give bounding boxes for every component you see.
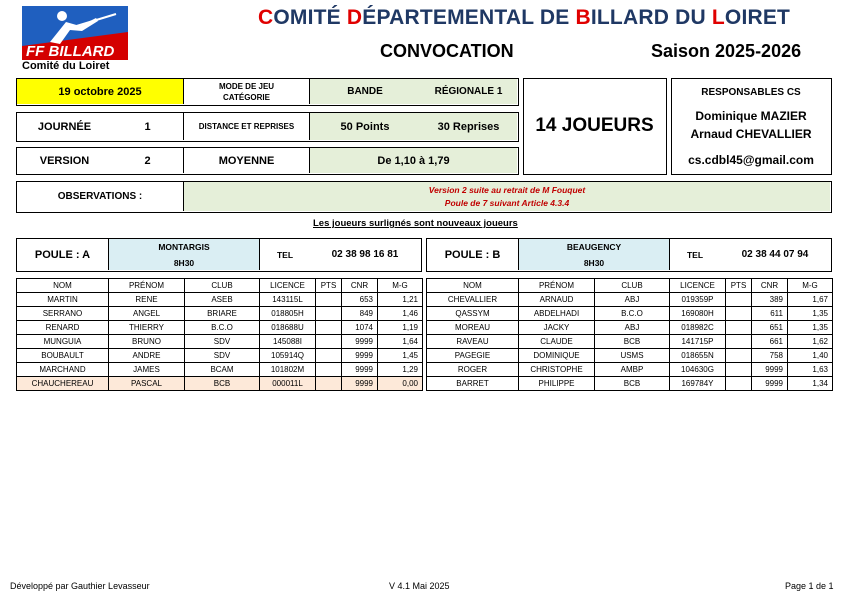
cell-cnr: 849 [342,307,378,321]
table-header-row [427,279,833,293]
distance-label: DISTANCE ET REPRISES [184,113,310,140]
moyenne-value: De 1,10 à 1,79 [310,148,517,173]
cell-prenom: PASCAL [109,377,185,391]
cell-cnr: 9999 [342,363,378,377]
cell-cnr: 661 [752,335,788,349]
cell-club: SDV [185,335,260,349]
cell-licence: 018655N [670,349,726,363]
date-value: 19 octobre 2025 [17,79,184,104]
cell-nom: MUNGUIA [17,335,109,349]
title-segment: D [346,6,363,29]
cell-mg: 1,62 [788,335,833,349]
title-segment: C [258,6,274,29]
poule-b-tel: 02 38 44 07 94 [741,249,809,260]
responsables-box [671,78,832,175]
cell-cnr: 9999 [342,377,378,391]
cell-prenom: THIERRY [109,321,185,335]
table-row [427,349,833,363]
players-count: 14 JOUEURS [535,115,654,136]
observations-content [184,182,830,211]
cell-prenom: ARNAUD [519,293,595,307]
cell-pts [316,321,342,335]
poule-b-location-cell [519,239,670,270]
poule-b-time: 8H30 [583,257,605,268]
cell-nom: BOUBAULT [17,349,109,363]
cell-nom: MARTIN [17,293,109,307]
cell-nom: BARRET [427,377,519,391]
cell-club: USMS [595,349,670,363]
table-row [17,321,423,335]
cell-licence: 169080H [670,307,726,321]
title-segment: B [575,6,591,29]
table-row [427,307,833,321]
column-header: LICENCE [670,279,726,293]
cell-nom: QASSYM [427,307,519,321]
cell-pts [726,293,752,307]
observation-line-1: Version 2 suite au retrait de M Fouquet [428,185,586,195]
cell-licence: 104630G [670,363,726,377]
cell-mg: 1,35 [788,321,833,335]
cell-cnr: 9999 [752,363,788,377]
cell-nom: MOREAU [427,321,519,335]
cell-mg: 0,00 [378,377,423,391]
column-header: CLUB [185,279,260,293]
cell-cnr: 9999 [752,377,788,391]
column-header: CNR [342,279,378,293]
journee-label: JOURNÉE [37,120,92,133]
table-row [427,363,833,377]
season-label: Saison 2025-2026 [651,41,802,61]
cell-nom: CHAUCHEREAU [17,377,109,391]
cell-licence: 018982C [670,321,726,335]
cell-mg: 1,35 [788,307,833,321]
column-header: LICENCE [260,279,316,293]
cell-club: BCB [185,377,260,391]
cell-nom: SERRANO [17,307,109,321]
cell-cnr: 1074 [342,321,378,335]
table-row [17,363,423,377]
cell-prenom: JAMES [109,363,185,377]
cell-licence: 145088I [260,335,316,349]
table-row [427,377,833,391]
cell-mg: 1,21 [378,293,423,307]
cell-nom: CHEVALLIER [427,293,519,307]
table-row [427,321,833,335]
cell-prenom: RENE [109,293,185,307]
cell-cnr: 611 [752,307,788,321]
column-header: PTS [316,279,342,293]
column-header: NOM [17,279,109,293]
cell-prenom: ANDRE [109,349,185,363]
cell-pts [726,363,752,377]
cell-cnr: 9999 [342,349,378,363]
cell-mg: 1,63 [788,363,833,377]
cell-club: AMBP [595,363,670,377]
poule-a-tel: 02 38 98 16 81 [331,249,399,260]
cell-mg: 1,19 [378,321,423,335]
cell-licence: 018805H [260,307,316,321]
cell-cnr: 758 [752,349,788,363]
cell-pts [726,377,752,391]
cell-club: ABJ [595,293,670,307]
table-row [427,335,833,349]
poule-a-location-cell [109,239,260,270]
poule-b-tel-label: TEL [686,249,704,260]
cell-pts [726,335,752,349]
cell-prenom: ABDELHADI [519,307,595,321]
table-row [17,335,423,349]
poule-b-label: POULE : B [427,239,519,270]
cell-prenom: JACKY [519,321,595,335]
cell-cnr: 389 [752,293,788,307]
cell-nom: RENARD [17,321,109,335]
new-players-note: Les joueurs surlignés sont nouveaux joueurs [313,218,518,229]
poule-a-time: 8H30 [173,257,195,268]
category-value: RÉGIONALE 1 [420,79,517,104]
poule-a-location: MONTARGIS [158,241,210,252]
cell-cnr: 651 [752,321,788,335]
cell-licence: 000011L [260,377,316,391]
cell-licence: 169784Y [670,377,726,391]
cell-prenom: ANGEL [109,307,185,321]
cell-mg: 1,67 [788,293,833,307]
cell-licence: 141715P [670,335,726,349]
cell-club: BCB [595,377,670,391]
cell-mg: 1,34 [788,377,833,391]
cell-club: BCB [595,335,670,349]
cell-pts [316,307,342,321]
cell-pts [316,335,342,349]
title-segment: L [711,6,725,29]
table-row [17,349,423,363]
poule-a-table [16,278,423,391]
cell-mg: 1,29 [378,363,423,377]
column-header: PRÉNOM [519,279,595,293]
moyenne-label: MOYENNE [184,148,310,173]
date-row [16,78,519,106]
cell-prenom: DOMINIQUE [519,349,595,363]
footer-developer: Développé par Gauthier Levasseur [10,581,150,591]
column-header: NOM [427,279,519,293]
title-segment: ILLARD DU [590,6,712,29]
responsable-name-1: Dominique MAZIER [695,109,807,123]
reprises-value: 30 Reprises [420,113,517,140]
poule-a-label: POULE : A [17,239,109,270]
journee-value: 1 [112,113,184,140]
observation-line-2: Poule de 7 suivant Article 4.3.4 [444,198,570,208]
column-header: M-G [788,279,833,293]
poule-b-location: BEAUGENCY [566,241,622,252]
cell-mg: 1,64 [378,335,423,349]
table-row [427,293,833,307]
cell-prenom: CHRISTOPHE [519,363,595,377]
cell-mg: 1,45 [378,349,423,363]
cell-club: B.C.O [185,321,260,335]
cell-prenom: PHILIPPE [519,377,595,391]
responsable-name-2: Arnaud CHEVALLIER [690,127,812,141]
table-row [17,293,423,307]
mode-value: BANDE [310,79,420,104]
points-value: 50 Points [310,113,420,140]
version-value: 2 [112,148,184,173]
poule-a-tel-label: TEL [276,249,294,260]
table-row [17,307,423,321]
column-header: CNR [752,279,788,293]
cell-nom: MARCHAND [17,363,109,377]
mode-label: MODE DE JEU CATÉGORIE [184,79,310,104]
observations-box [16,181,832,213]
cell-club: ABJ [595,321,670,335]
title-segment: OMITÉ [273,6,347,29]
footer-version: V 4.1 Mai 2025 [389,581,450,591]
title-segment: OIRET [724,6,791,29]
cell-pts [726,321,752,335]
cell-pts [726,307,752,321]
cell-nom: PAGEGIE [427,349,519,363]
cell-club: BCAM [185,363,260,377]
cell-nom: RAVEAU [427,335,519,349]
cell-licence: 101802M [260,363,316,377]
cell-licence: 105914Q [260,349,316,363]
cell-pts [316,293,342,307]
cell-prenom: BRUNO [109,335,185,349]
table-row [17,377,423,391]
cell-cnr: 9999 [342,335,378,349]
convocation-title: CONVOCATION [380,41,514,61]
poule-a-header [16,238,422,272]
column-header: PRÉNOM [109,279,185,293]
column-header: PTS [726,279,752,293]
cell-prenom: CLAUDE [519,335,595,349]
version-row [16,147,519,175]
cell-pts [726,349,752,363]
svg-text:FF BILLARD: FF BILLARD [26,43,115,60]
table-header-row [17,279,423,293]
cell-club: B.C.O [595,307,670,321]
cell-cnr: 653 [342,293,378,307]
cell-nom: ROGER [427,363,519,377]
cell-club: ASEB [185,293,260,307]
players-count-box [523,78,667,175]
responsable-email[interactable]: cs.cdbl45@gmail.com [688,153,814,167]
poule-b-header [426,238,832,272]
observations-label: OBSERVATIONS : [17,182,184,211]
cell-licence: 019359P [670,293,726,307]
cell-club: BRIARE [185,307,260,321]
logo-subtitle: Comité du Loiret [22,60,110,72]
journee-row [16,112,519,142]
title-segment: ÉPARTEMENTAL DE [362,6,576,29]
responsables-title: RESPONSABLES CS [701,86,801,98]
poule-b-table [426,278,833,391]
cell-mg: 1,46 [378,307,423,321]
cell-pts [316,363,342,377]
column-header: M-G [378,279,423,293]
version-label: VERSION [39,154,90,167]
cell-licence: 018688U [260,321,316,335]
column-header: CLUB [595,279,670,293]
cell-mg: 1,40 [788,349,833,363]
cell-licence: 143115L [260,293,316,307]
footer-page: Page 1 de 1 [785,581,834,591]
cell-club: SDV [185,349,260,363]
cell-pts [316,349,342,363]
cell-pts [316,377,342,391]
page-title [258,6,790,30]
